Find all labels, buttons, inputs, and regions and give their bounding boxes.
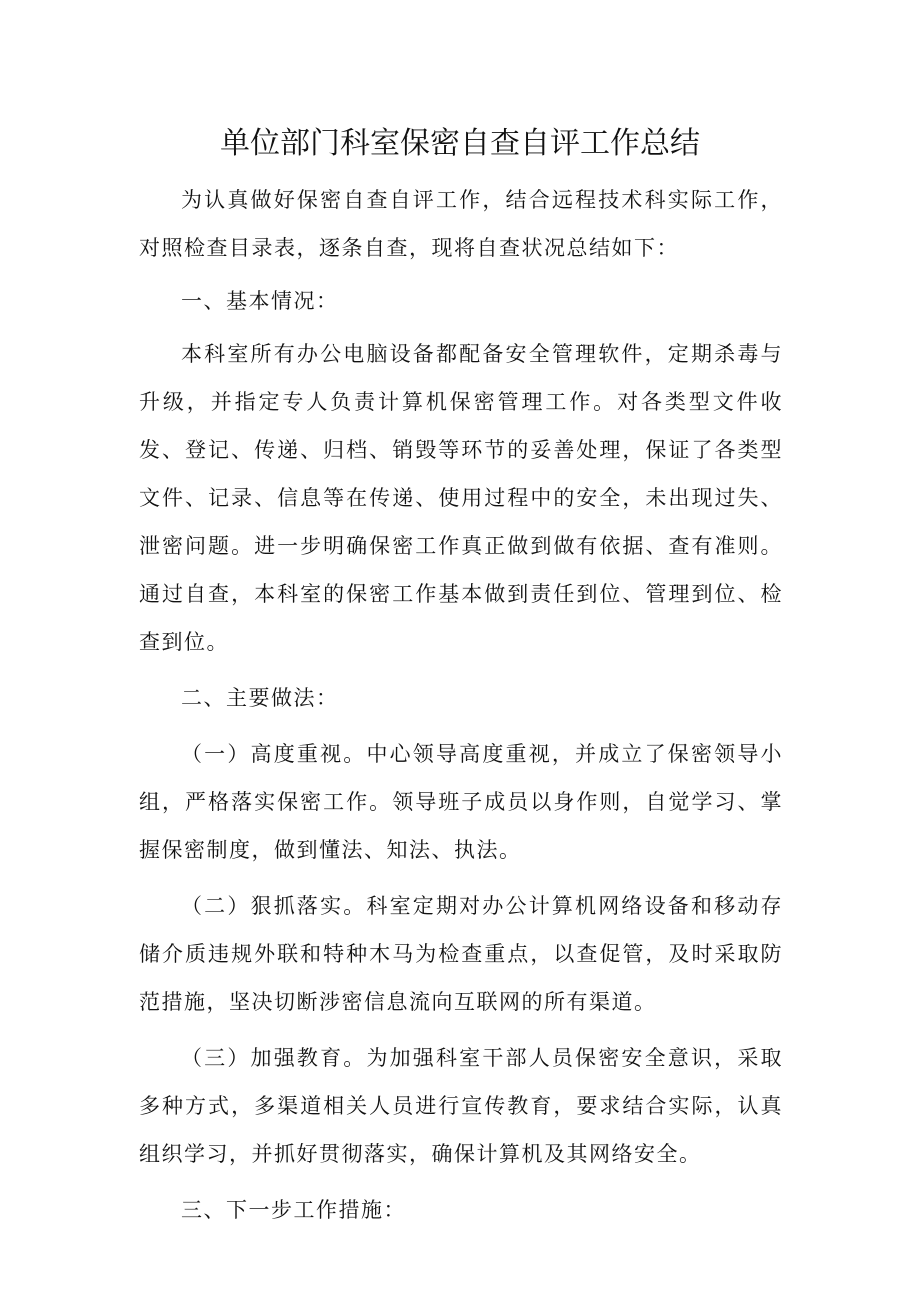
document-body	[139, 176, 783, 1234]
intro-paragraph: 为认真做好保密自查自评工作，结合远程技术科实际工作，对照检查目录表，逐条自查，现将自查状况总结如下：	[139, 188, 783, 260]
document-title: 单位部门科室保密自查自评工作总结	[220, 126, 700, 161]
spacer	[139, 666, 783, 674]
section-2-item-1: （一）高度重视。中心领导高度重视，并成立了保密领导小组，严格落实保密工作。领导班子成员以身作则，自觉学习、掌握保密制度，做到懂法、知法、执法。	[139, 742, 783, 862]
section-2-item-2: （二）狠抓落实。科室定期对办公计算机网络设备和移动存储介质违规外联和特种木马为检查重点，以查促管，及时采取防范措施，坚决切断涉密信息流向互联网的所有渠道。	[139, 894, 783, 1014]
section-2-heading: 二、主要做法：	[181, 686, 339, 710]
spacer	[139, 1026, 783, 1034]
spacer	[139, 722, 783, 730]
section-1-paragraph: 本科室所有办公电脑设备都配备安全管理软件，定期杀毒与升级，并指定专人负责计算机保密管理工作。对各类型文件收发、登记、传递、归档、销毁等环节的妥善处理，保证了各类型文件、记录、信息等在传递、使用过程中的安全，未出现过失、泄密问题。进一步明确保密工作真正做到做有依据、查有准则。通过自查，本科室的保密工作基本做到责任到位、管理到位、检查到位。	[139, 342, 783, 654]
section-3-heading: 三、下一步工作措施：	[181, 1198, 406, 1222]
section-1-heading: 一、基本情况：	[181, 289, 339, 313]
section-2-item-3: （三）加强教育。为加强科室干部人员保密安全意识，采取多种方式，多渠道相关人员进行宣传教育，要求结合实际，认真组织学习，并抓好贯彻落实，确保计算机及其网络安全。	[139, 1046, 783, 1166]
spacer	[139, 1178, 783, 1186]
spacer	[139, 874, 783, 882]
